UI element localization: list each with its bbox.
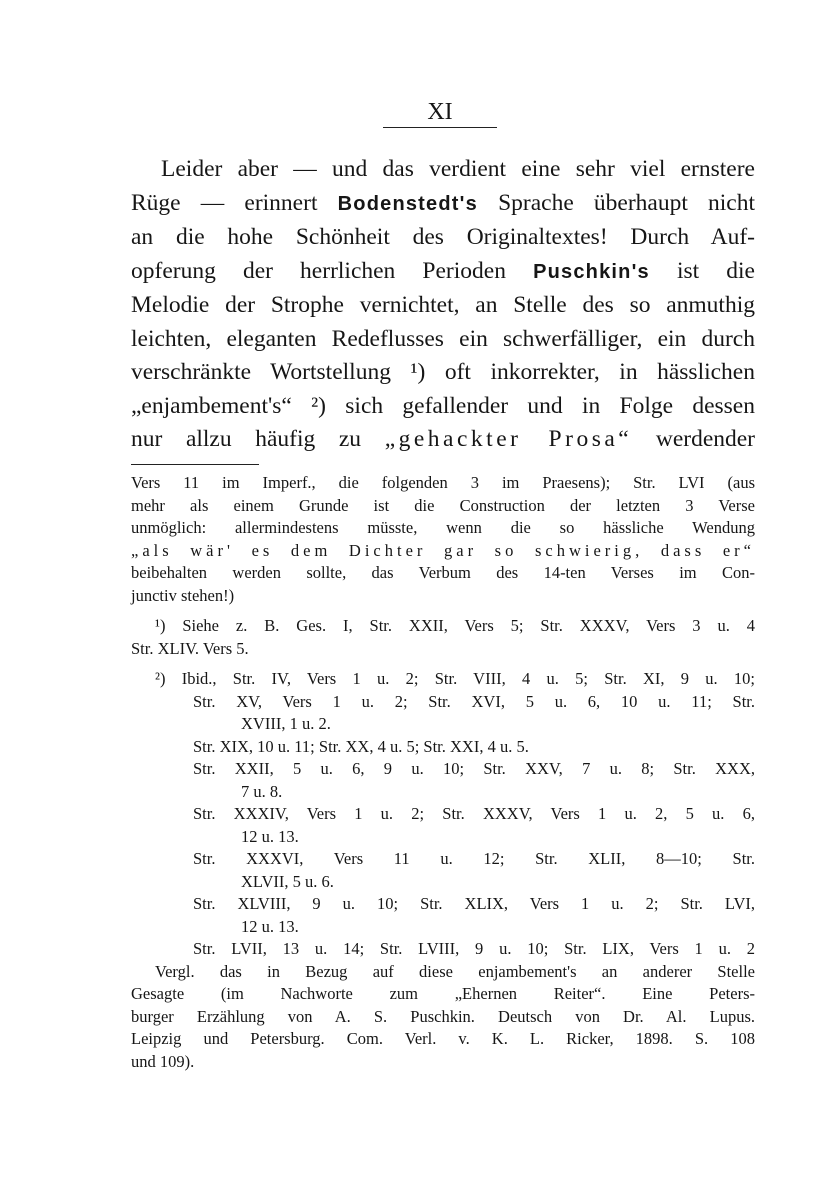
note-line: Str. XLVIII, 9 u. 10; Str. XLIX, Vers 1 u. 2; Str. LVI, (193, 894, 755, 913)
text-line: opferung der herrlichen Perioden Puschkin's ist die (131, 257, 755, 284)
text-line: Melodie der Strophe vernichtet, an Stelle des so anmuthig (131, 292, 755, 318)
footnote-rule (131, 464, 259, 465)
note-line: Str. XXXVI, Vers 11 u. 12; Str. XLII, 8—10; Str. (193, 849, 755, 868)
note-line: Leipzig und Petersburg. Com. Verl. v. K. L. Ricker, 1898. S. 108 (131, 1029, 755, 1048)
note-line: beibehalten werden sollte, das Verbum des 14-ten Verses im Con- (131, 563, 755, 582)
vergl-note: Vergl. das in Bezug auf diese enjambement's an anderer Stelle (155, 961, 755, 981)
name-bodenstedt: Bodenstedt's (337, 192, 478, 215)
note-line: Str. XLIV. Vers 5. (131, 638, 249, 658)
note-line: burger Erzählung von A. S. Puschkin. Deutsch von Dr. Al. Lupus. (131, 1006, 755, 1026)
note-line: 12 u. 13. (241, 916, 299, 936)
note-line: Vers 11 im Imperf., die folgenden 3 im Praesens); Str. LVI (aus (131, 473, 755, 492)
note-line: Str. XXXIV, Vers 1 u. 2; Str. XXXV, Vers 1 u. 2, 5 u. 6, (193, 804, 755, 823)
header-rule (383, 127, 497, 128)
note-line: XLVII, 5 u. 6. (241, 871, 334, 891)
note-line: XVIII, 1 u. 2. (241, 714, 331, 733)
footnotes (131, 472, 755, 1073)
note-line: Str. XV, Vers 1 u. 2; Str. XVI, 5 u. 6, 10 u. 11; Str. (193, 691, 755, 711)
text-line: verschränkte Wortstellung ¹) oft inkorrekter, in hässlichen (131, 359, 755, 385)
main-paragraph (131, 153, 755, 457)
text-line: leichten, eleganten Redeflusses ein schwerfälliger, ein durch (131, 325, 755, 352)
note-line: Gesagte (im Nachworte zum „Ehernen Reiter“. Eine Peters- (131, 984, 755, 1003)
footnote-2: ²) Ibid., Str. IV, Vers 1 u. 2; Str. VIII, 4 u. 5; Str. XI, 9 u. 10; (155, 669, 755, 688)
note-line: Str. LVII, 13 u. 14; Str. LVIII, 9 u. 10; Str. LIX, Vers 1 u. 2 (193, 939, 755, 958)
note-line: Str. XIX, 10 u. 11; Str. XX, 4 u. 5; Str. XXI, 4 u. 5. (193, 736, 529, 756)
spaced-phrase: „gehackter Prosa“ (384, 426, 633, 452)
note-line: 7 u. 8. (241, 781, 283, 801)
note-line: „als wär' es dem Dichter gar so schwierig, dass er“ (131, 540, 755, 560)
note-line: Str. XXII, 5 u. 6, 9 u. 10; Str. XXV, 7 u. 8; Str. XXX, (193, 759, 755, 778)
page-number: XI (427, 99, 453, 125)
name-puschkin: Puschkin's (533, 260, 650, 283)
note-line: junctiv stehen!) (131, 585, 235, 605)
note-line: unmöglich: allermindestens müsste, wenn die so hässliche Wendung (131, 518, 755, 537)
note-line: und 109). (131, 1051, 195, 1071)
text-line: nur allzu häufig zu „gehackter Prosa“ werdender (131, 426, 756, 452)
note-line: mehr als einem Grunde ist die Construction der letzten 3 Verse (131, 495, 755, 515)
note-line: 12 u. 13. (241, 826, 299, 846)
footnote-1: ¹) Siehe z. B. Ges. I, Str. XXII, Vers 5; Str. XXXV, Vers 3 u. 4 (155, 616, 755, 635)
text-line: Leider aber — und das verdient eine sehr viel ernstere (161, 156, 755, 182)
text-line: an die hohe Schönheit des Originaltextes! Durch Auf- (131, 224, 755, 250)
text-line: „enjambement's“ ²) sich gefallender und in Folge dessen (131, 392, 755, 419)
text-line: Rüge — erinnert Bodenstedt's Sprache überhaupt nicht (131, 189, 756, 216)
